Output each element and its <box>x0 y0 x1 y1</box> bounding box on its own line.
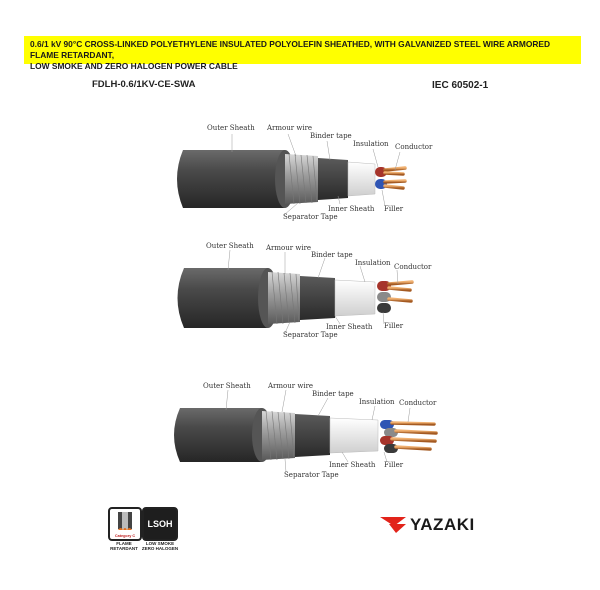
lsoh-caption-line-1: LOW SMOKE <box>145 541 175 546</box>
label-outer-sheath: Outer Sheath <box>207 124 255 132</box>
cable-diagram-3-core <box>178 268 415 328</box>
cable-code: FDLH-0.6/1KV-CE-SWA <box>92 79 196 90</box>
brand-name: YAZAKI <box>410 515 475 534</box>
label-insulation-2: Insulation <box>355 259 391 267</box>
lsoh-badge: LSOH <box>142 507 178 541</box>
label-separator-tape-3: Separator Tape <box>284 471 339 479</box>
label-filler: Filler <box>384 205 404 213</box>
lsoh-caption <box>138 541 182 551</box>
label-inner-sheath-2: Inner Sheath <box>326 323 373 331</box>
label-outer-sheath-2: Outer Sheath <box>206 242 254 250</box>
title-line-1: 0.6/1 kV 90°C CROSS-LINKED POLYETHYLENE INSULATED POLYOLEFIN SHEATHED, WITH GALVANIZED STEEL WIRE ARMORED FLAME RETARDANT, <box>30 39 551 60</box>
label-separator-tape: Separator Tape <box>283 213 338 221</box>
label-conductor-2: Conductor <box>394 263 432 271</box>
label-conductor: Conductor <box>395 143 433 151</box>
standard-code: IEC 60502-1 <box>432 80 489 91</box>
title-line-2: LOW SMOKE AND ZERO HALOGEN POWER CABLE <box>30 61 238 71</box>
label-binder-tape: Binder tape <box>310 132 352 140</box>
label-filler-2: Filler <box>384 322 404 330</box>
flame-caption-line-1: FLAME <box>116 541 132 546</box>
label-armour-wire-3: Armour wire <box>268 382 314 390</box>
label-binder-tape-3: Binder tape <box>312 390 354 398</box>
cable-diagram-2-core <box>177 150 405 208</box>
category-label: Category C <box>114 534 136 538</box>
label-armour-wire-2: Armour wire <box>266 244 312 252</box>
label-armour-wire: Armour wire <box>267 124 313 132</box>
label-insulation-3: Insulation <box>359 398 395 406</box>
lsoh-caption-line-2: ZERO HALOGEN <box>141 546 179 551</box>
cable-diagram-4-core <box>174 408 436 462</box>
label-binder-tape-2: Binder tape <box>311 251 353 259</box>
label-filler-3: Filler <box>384 461 404 469</box>
label-insulation: Insulation <box>353 140 389 148</box>
label-outer-sheath-3: Outer Sheath <box>203 382 251 390</box>
cable-bundle-icon <box>110 509 140 539</box>
label-inner-sheath-3: Inner Sheath <box>329 461 376 469</box>
flame-retardant-badge <box>108 507 142 541</box>
flame-caption-line-2: RETARDANT <box>110 546 138 551</box>
label-separator-tape-2: Separator Tape <box>283 331 338 339</box>
label-inner-sheath: Inner Sheath <box>328 205 375 213</box>
label-conductor-3: Conductor <box>399 399 437 407</box>
